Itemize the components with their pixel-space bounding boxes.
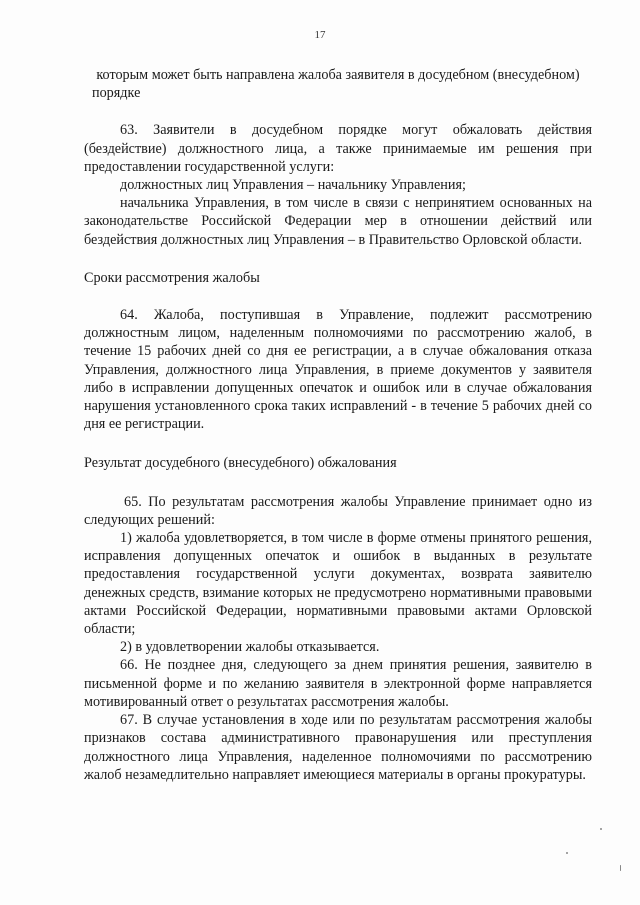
page-number: 17 (314, 29, 326, 41)
heading-result: Результат досудебного (внесудебного) обжалования (84, 455, 397, 472)
document-body (84, 66, 592, 784)
paragraph-65-item-1: 1) жалоба удовлетворяется, в том числе в форме отмены принятого решения, исправления допущенных опечаток и ошибок в выданных в результате предоставления государственной услуги документах, возврата заявителю денежных средств, взимание которых не предусмотрено нормативными правовыми актами Российской Федерации, нормативными правовыми актами Орловской области; (84, 530, 592, 638)
section-intro-heading: которым может быть направлена жалоба заявителя в досудебном (внесудебном) порядке (92, 67, 580, 102)
paragraph-63-item-2: начальника Управления, в том числе в связи с непринятием основанных на законодательстве Российской Федерации мер в отношении действий или бездействия должностных лиц Управления – в Правительство Орловской области. (84, 195, 592, 248)
scan-speck (566, 852, 568, 854)
paragraph-65-item-2: 2) в удовлетворении жалобы отказывается. (120, 639, 380, 656)
heading-terms: Сроки рассмотрения жалобы (84, 269, 260, 286)
paragraph-64: 64. Жалоба, поступившая в Управление, подлежит рассмотрению должностным лицом, наделенным полномочиями по рассмотрению жалоб, в течение 15 рабочих дней со дня ее регистрации, а в случае обжалования отказа Управления, должностного лица Управления, в приеме документов у заявителя либо в исправлении допущенных опечаток и ошибок или в случае обжалования нарушения установленного срока таких исправлений - в течение 5 рабочих дней со дня ее регистрации. (84, 307, 592, 433)
paragraph-63: 63. Заявители в досудебном порядке могут обжаловать действия (бездействие) должностного лица, а также принимаемые им решения при предоставлении государственной услуги: (84, 122, 592, 175)
scan-speck (620, 865, 621, 871)
paragraph-67: 67. В случае установления в ходе или по результатам рассмотрения жалобы признаков состава административного правонарушения или преступления должностного лица Управления, наделенное полномочиями по рассмотрению жалоб незамедлительно направляет имеющиеся материалы в органы прокуратуры. (84, 712, 592, 783)
paragraph-65: 65. По результатам рассмотрения жалобы Управление принимает одно из следующих решений: (84, 493, 592, 528)
paragraph-66: 66. Не позднее дня, следующего за днем принятия решения, заявителю в письменной форме и по желанию заявителя в электронной форме направляется мотивированный ответ о результатах рассмотрения жалобы. (84, 657, 592, 710)
paragraph-63-item-1: должностных лиц Управления – начальнику Управления; (120, 177, 466, 194)
scan-speck (600, 828, 602, 830)
